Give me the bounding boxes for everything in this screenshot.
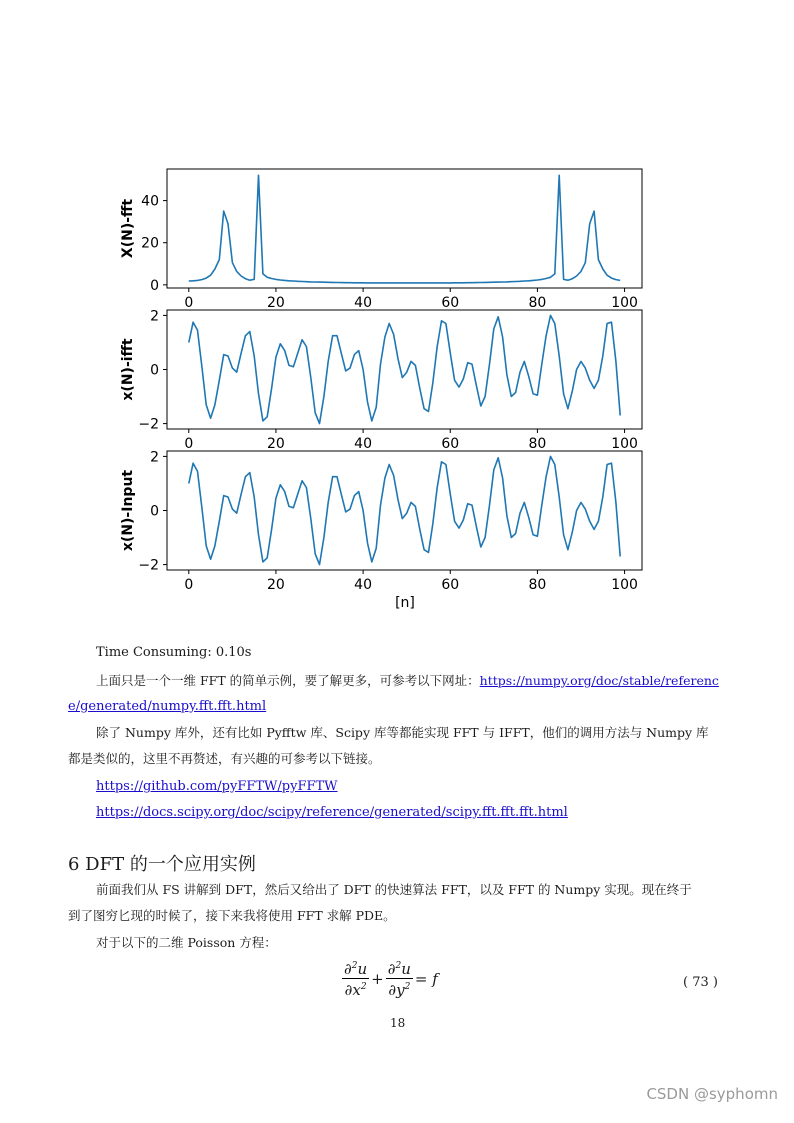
plot-panel-2 (120, 449, 642, 593)
plot-frame-0 (167, 169, 642, 288)
plot-frame-1 (167, 310, 642, 429)
paragraph-numpy-ref (96, 672, 719, 690)
plus-sign: + (371, 969, 384, 988)
series-line-0 (189, 175, 620, 283)
pyfftw-link-row (96, 778, 338, 796)
y-tick-label-0-2: 40 (141, 193, 159, 210)
y-tick-label-0-0: 0 (150, 277, 159, 294)
paragraph-intro-line2: 到了图穷匕现的时候了，接下来我将使用 FFT 求解 PDE。 (68, 908, 396, 923)
watermark: CSDN @syphomn (646, 1085, 778, 1103)
x-tick-label-0-2: 40 (354, 295, 373, 311)
x-tick-label-1-2: 40 (354, 436, 373, 452)
x-tick-label-0-0: 0 (184, 295, 194, 311)
x-tick-label-1-4: 80 (528, 436, 547, 452)
plot-panel-0 (120, 169, 642, 311)
x-tick-label-0-5: 100 (611, 295, 638, 311)
section-title: 6 DFT 的一个应用实例 (68, 854, 256, 875)
y-tick-label-2-0: −2 (138, 557, 159, 574)
x-tick-label-1-0: 0 (184, 436, 194, 452)
series-line-1 (189, 315, 620, 423)
paragraph-poisson: 对于以下的二维 Poisson 方程： (96, 935, 277, 950)
equation-rhs: = f (414, 969, 438, 988)
series-line-2 (189, 456, 620, 564)
y-axis-label-1: x(N)-ifft (120, 338, 136, 401)
equation-number: ( 73 ) (683, 975, 718, 990)
x-tick-label-2-4: 80 (528, 577, 547, 593)
y-axis-label-0: X(N)-fft (120, 198, 136, 259)
x-tick-label-0-3: 60 (441, 295, 460, 311)
paragraph-numpy-ref-prefix: 上面只是一个一维 FFT 的简单示例，要了解更多，可参考以下网址： (96, 673, 480, 688)
y-tick-label-0-1: 20 (141, 235, 159, 252)
x-tick-label-2-0: 0 (184, 577, 194, 593)
paragraph-other-libs-line1: 除了 Numpy 库外，还有比如 Pyfftw 库、Scipy 库等都能实现 FFT 与 IFFT，他们的调用方法与 Numpy 库 (96, 725, 709, 740)
x-tick-label-0-4: 80 (528, 295, 547, 311)
scipy-fft-link[interactable]: https://docs.scipy.org/doc/scipy/reference/generated/scipy.fft.fft.fft.html (96, 805, 568, 820)
x-tick-label-0-1: 20 (267, 295, 285, 311)
x-tick-label-1-3: 60 (441, 436, 460, 452)
plot-frame-2 (167, 451, 642, 570)
y-axis-label-2: x(N)-Input (120, 469, 136, 552)
x-tick-label-2-1: 20 (267, 577, 285, 593)
time-consuming-text: Time Consuming: 0.10s (96, 645, 252, 660)
y-tick-label-2-2: 2 (150, 449, 159, 466)
paragraph-other-libs-line2: 都是类似的，这里不再赘述，有兴趣的可参考以下链接。 (68, 751, 381, 766)
y-tick-label-1-1: 0 (150, 362, 159, 379)
numpy-fft-link[interactable]: https://numpy.org/doc/stable/referenc (479, 673, 719, 688)
poisson-equation (340, 958, 438, 999)
x-tick-label-1-1: 20 (267, 436, 285, 452)
paragraph-intro-line1: 前面我们从 FS 讲解到 DFT，然后又给出了 DFT 的快速算法 FFT，以及 FFT 的 Numpy 实现。现在终于 (96, 882, 692, 897)
y-tick-label-1-2: 2 (150, 308, 159, 325)
x-tick-label-2-5: 100 (611, 577, 638, 593)
y-tick-label-2-1: 0 (150, 503, 159, 520)
x-axis-label: [n] (395, 595, 415, 611)
x-tick-label-1-5: 100 (611, 436, 638, 452)
plot-panel-1 (120, 308, 642, 452)
fraction-y: $\frac{\partial^2u}{\partial y^2}$ (387, 960, 411, 999)
numpy-fft-link-continued (68, 698, 266, 716)
y-tick-label-1-0: −2 (138, 416, 159, 433)
fraction-x: $\frac{\partial^2u}{\partial x^2}$ (344, 960, 368, 999)
x-tick-label-2-3: 60 (441, 577, 460, 593)
scipy-link-row (96, 804, 568, 822)
page-number: 18 (390, 1016, 406, 1030)
numpy-fft-link-tail[interactable]: e/generated/numpy.fft.fft.html (68, 699, 267, 714)
x-tick-label-2-2: 40 (354, 577, 373, 593)
pyfftw-link[interactable]: https://github.com/pyFFTW/pyFFTW (96, 779, 338, 794)
